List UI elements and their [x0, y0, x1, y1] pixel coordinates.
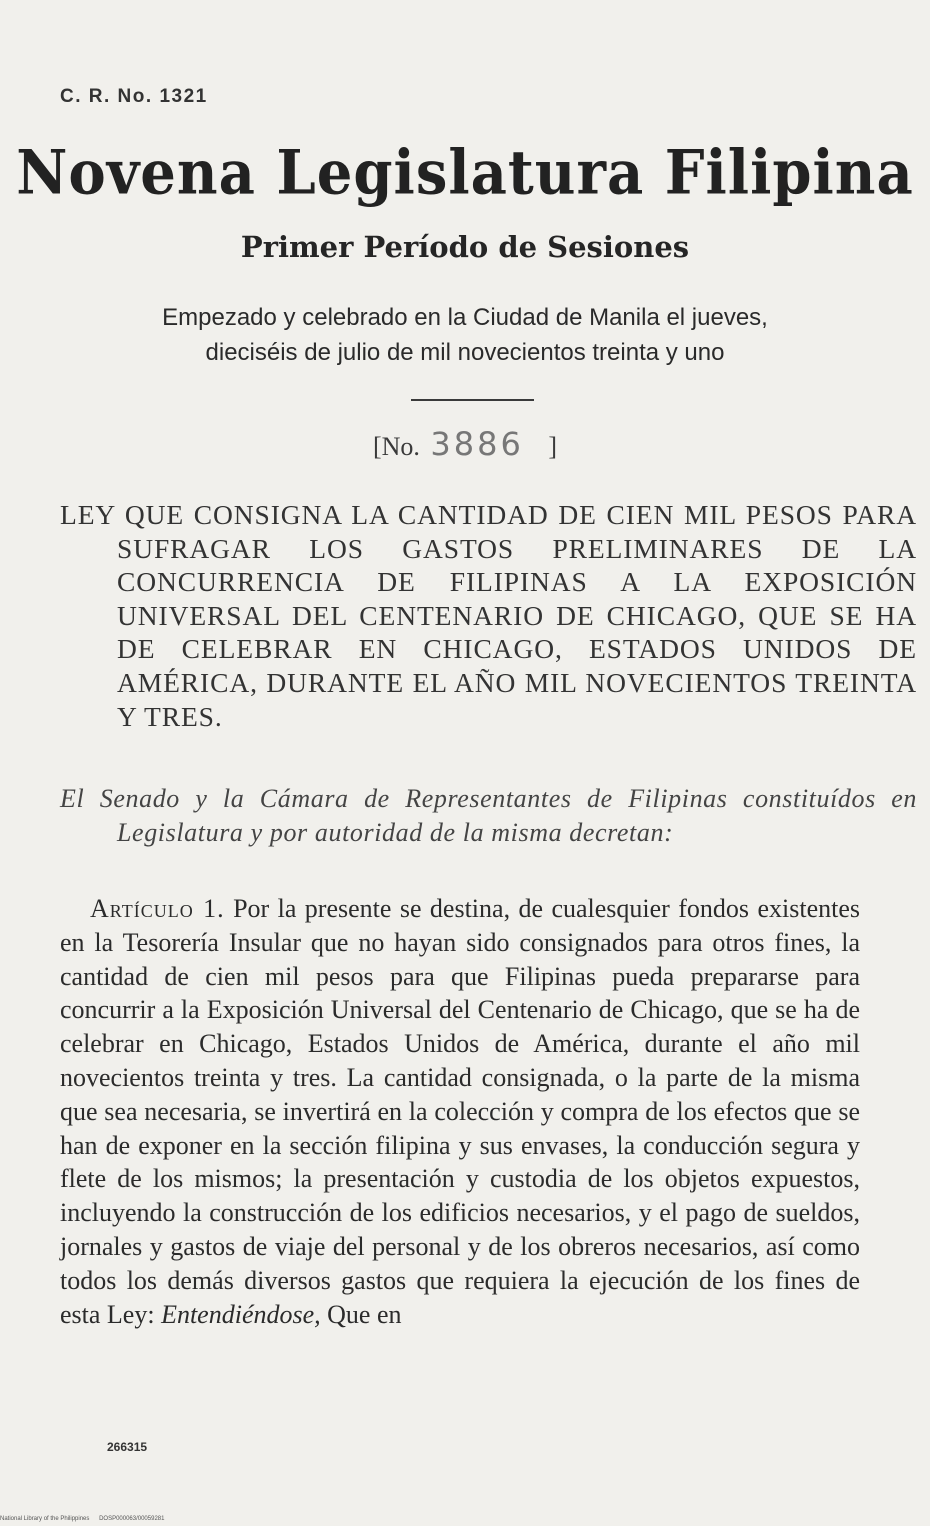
opening-line-1: Empezado y celebrado en la Ciudad de Manila el jueves,	[162, 304, 768, 331]
separator-rule	[411, 399, 534, 401]
session-opening-statement	[60, 300, 870, 370]
article-1-tail: Que en	[327, 1299, 402, 1329]
cr-number: C. R. No. 1321	[60, 86, 208, 107]
act-number-suffix: ]	[548, 432, 558, 461]
act-number	[0, 425, 930, 463]
article-1-text: Por la presente se destina, de cualesquier fondos existentes en la Tesorería Insular que no hayan sido consignados para otros fines, la cantidad de cien mil pesos para que Filipinas pueda prepararse para concurrir a la Exposición Universal del Centenario de Chicago, que se ha de celebrar en Chicago, Estados Unidos de América, durante el año mil novecientos treinta y tres. La cantidad consignada, o la parte de la misma que sea necesaria, se invertirá en la colección y compra de los efectos que se han de exponer en la sección filipina y sus envases, la conducción segura y flete de los mismos; la presentación y custodia de los objetos expuestos, incluyendo la construcción de los edificios necesarios, y el pago de sueldos, jornales y gastos de viaje del personal y de los obreros necesarios, así como todos los demás diversos gastos que requiera la ejecución de los fines de esta Ley:	[60, 894, 860, 1329]
article-1	[60, 892, 860, 1331]
article-1-proviso: Entendiéndose,	[161, 1299, 321, 1329]
act-number-prefix: [No.	[372, 432, 420, 461]
scan-footer	[0, 1516, 172, 1522]
enacting-clause: El Senado y la Cámara de Representantes de Filipinas constituídos en Legislatura y por autoridad de la misma decretan:	[60, 784, 917, 847]
library-credit: National Library of the Philippines	[0, 1516, 90, 1522]
legislature-title: Novena Legislatura Filipina	[16, 137, 914, 209]
law-title: LEY QUE CONSIGNA LA CANTIDAD DE CIEN MIL PESOS PARA SUFRAGAR LOS GASTOS PRELIMINARES DE LA CONCURRENCIA DE FILIPINAS A LA EXPOSICIÓN UNIVERSAL DEL CENTENARIO DE CHICAGO, QUE SE HA DE CELEBRAR EN CHICAGO, ESTADOS UNIDOS DE AMÉRICA, DURANTE EL AÑO MIL NOVECIENTOS TREINTA Y TRES.	[60, 499, 917, 732]
article-1-heading: Artículo 1.	[90, 894, 225, 923]
opening-line-2: dieciséis de julio de mil novecientos treinta y uno	[205, 339, 725, 366]
act-number-value: 3886	[430, 425, 524, 463]
signature-mark: 266315	[107, 1440, 148, 1454]
session-subtitle: Primer Período de Sesiones	[240, 230, 690, 264]
scan-id: DOSP000063/00059281	[99, 1516, 165, 1522]
